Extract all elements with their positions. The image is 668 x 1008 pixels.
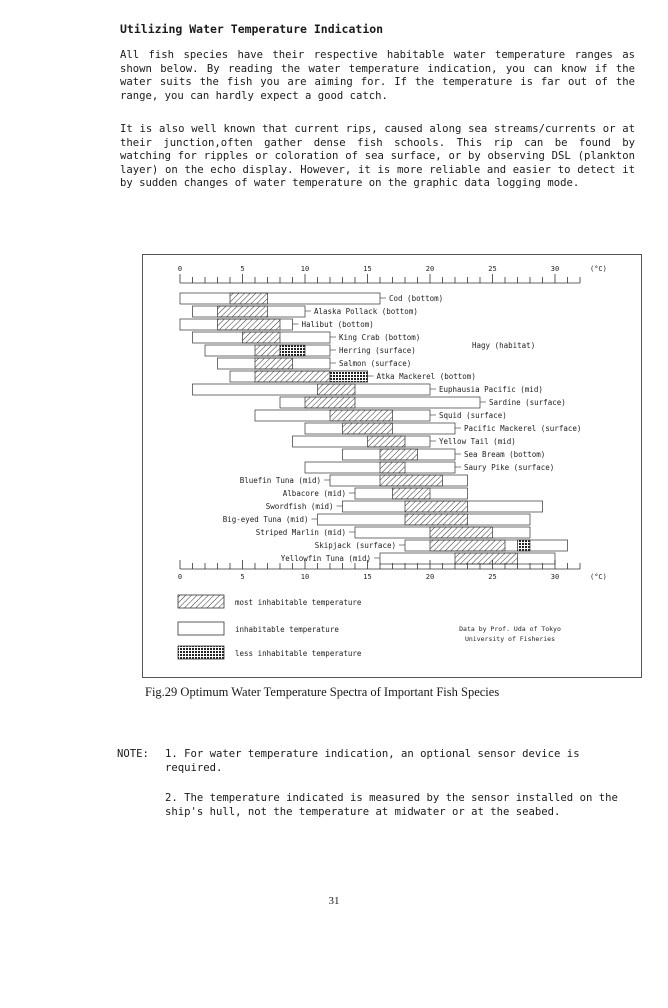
species-label: Salmon (surface) [339, 359, 412, 368]
legend-label: less inhabitable temperature [235, 649, 362, 658]
axis-tick-label: 0 [177, 573, 183, 581]
axis-tick-label: 10 [300, 573, 310, 581]
species-label: King Crab (bottom) [339, 333, 421, 342]
most-inhabitable-bar [218, 306, 268, 317]
range-bar [180, 293, 380, 304]
note-item-2: 2. The temperature indicated is measured by the sensor installed on the ship's hull, not the temperature at midwater or at the seabed. [165, 792, 618, 818]
axis-tick-label: 15 [363, 265, 372, 273]
axis-tick-label: 10 [300, 265, 310, 273]
source-note: Data by Prof. Uda of Tokyo [459, 625, 561, 633]
species-label: Big-eyed Tuna (mid) [222, 515, 309, 524]
most-inhabitable-bar [330, 410, 393, 421]
axis-tick-label: 5 [240, 573, 245, 581]
axis-tick-label: 30 [550, 265, 560, 273]
source-note: University of Fisheries [464, 635, 556, 643]
species-label: Saury Pike (surface) [464, 463, 555, 472]
most-inhabitable-bar [405, 514, 468, 525]
most-inhabitable-bar [405, 501, 468, 512]
most-inhabitable-bar [368, 436, 406, 447]
species-label: Yellowfin Tuna (mid) [280, 554, 371, 563]
most-inhabitable-bar [380, 449, 418, 460]
legend-label: most inhabitable temperature [235, 598, 362, 607]
species-label: Yellow Tail (mid) [439, 437, 516, 446]
axis-tick-label: 0 [177, 265, 183, 273]
species-label: Euphausia Pacific (mid) [439, 385, 543, 394]
most-inhabitable-bar [380, 462, 405, 473]
species-label: Swordfish (mid) [265, 502, 334, 511]
current-rip-paragraph: It is also well known that current rips, caused along sea streams/currents or at their junction,often gather dense fish schools. This rip can be found by watching for ripples or coloration of sea surface, or by observing DSL (plankton layer) on the echo display. However, it is more reliable and easier to detect it by sudden changes of water temperature on the graphic data logging mode. [120, 123, 635, 189]
legend-less-swatch [178, 646, 224, 659]
intro-paragraph: All fish species have their respective habitable water temperature ranges as shown below. By reading the water temperature indication, you can know if the water suits the fish you are aiming for. If the temperature is far out of the range, you can hardly expect a good catch. [120, 49, 635, 102]
most-inhabitable-bar [218, 319, 281, 330]
species-label: Cod (bottom) [389, 294, 444, 303]
range-bar [193, 384, 431, 395]
most-inhabitable-bar [455, 553, 518, 564]
less-inhabitable-bar [518, 540, 531, 551]
range-bar [293, 436, 431, 447]
figure-caption: Fig.29 Optimum Water Temperature Spectra of Important Fish Species [145, 685, 500, 699]
species-label: Atka Mackerel (bottom) [376, 372, 476, 381]
species-label: Striped Marlin (mid) [255, 528, 346, 537]
note-item-1: 1. For water temperature indication, an optional sensor device is required. [165, 748, 580, 774]
legend-inhabitable-swatch [178, 622, 224, 635]
species-label: Pacific Mackerel (surface) [464, 424, 582, 433]
axis-tick-label: 20 [425, 265, 435, 273]
most-inhabitable-bar [430, 540, 505, 551]
axis-tick-label: 25 [488, 573, 497, 581]
species-label: Squid (surface) [439, 411, 507, 420]
axis-unit-label: (°C) [590, 265, 607, 273]
section-title: Utilizing Water Temperature Indication [120, 22, 384, 36]
habitat-annotation: Hagy (habitat) [472, 341, 536, 350]
species-label: Albacore (mid) [282, 489, 346, 498]
species-label: Bluefin Tuna (mid) [239, 476, 321, 485]
most-inhabitable-bar [380, 475, 443, 486]
page-number: 31 [328, 895, 340, 907]
legend-most-swatch [178, 595, 224, 608]
axis-tick-label: 30 [550, 573, 560, 581]
less-inhabitable-bar [280, 345, 305, 356]
note-label: NOTE: [117, 748, 149, 760]
most-inhabitable-bar [243, 332, 281, 343]
axis-tick-label: 15 [363, 573, 372, 581]
species-label: Skipjack (surface) [314, 541, 396, 550]
less-inhabitable-bar [330, 371, 368, 382]
most-inhabitable-bar [393, 488, 431, 499]
most-inhabitable-bar [255, 358, 293, 369]
species-label: Halibut (bottom) [301, 320, 374, 329]
axis-tick-label: 20 [425, 573, 435, 581]
axis-unit-label: (°C) [590, 573, 607, 581]
most-inhabitable-bar [255, 345, 280, 356]
most-inhabitable-bar [255, 371, 330, 382]
species-label: Herring (surface) [339, 346, 416, 355]
most-inhabitable-bar [430, 527, 493, 538]
most-inhabitable-bar [318, 384, 356, 395]
axis-tick-label: 25 [488, 265, 497, 273]
most-inhabitable-bar [343, 423, 393, 434]
legend-label: inhabitable temperature [235, 625, 339, 634]
axis-tick-label: 5 [240, 265, 245, 273]
most-inhabitable-bar [305, 397, 355, 408]
species-label: Sea Bream (bottom) [464, 450, 546, 459]
species-label: Alaska Pollack (bottom) [314, 307, 418, 316]
most-inhabitable-bar [230, 293, 268, 304]
species-label: Sardine (surface) [489, 398, 566, 407]
